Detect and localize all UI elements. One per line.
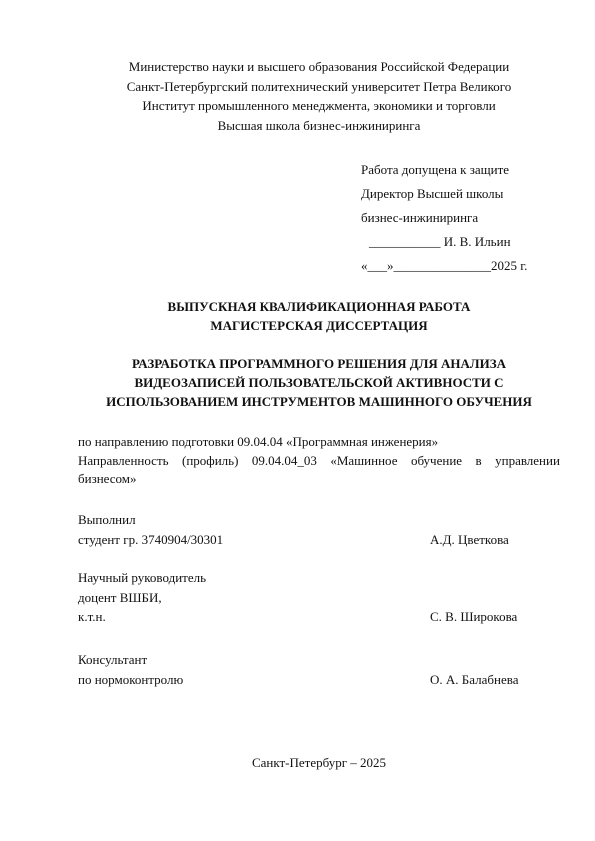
work-type-block bbox=[0, 297, 595, 335]
topic-line-3: ИСПОЛЬЗОВАНИЕМ ИНСТРУМЕНТОВ МАШИННОГО ОБУЧЕНИЯ bbox=[106, 394, 532, 409]
profile-word: Направленность bbox=[78, 452, 169, 468]
profile-word: обучение bbox=[410, 452, 463, 468]
approval-director: Директор Высшей школы bbox=[361, 186, 504, 201]
author-row bbox=[78, 530, 548, 550]
consultant-row bbox=[78, 670, 548, 690]
profile-word: в bbox=[475, 452, 482, 468]
author-role-label: Выполнил bbox=[78, 512, 136, 527]
supervisor-row bbox=[78, 607, 548, 627]
author-role bbox=[78, 510, 548, 530]
organization-header bbox=[0, 57, 595, 135]
study-direction bbox=[78, 433, 560, 489]
author-position: студент гр. 3740904/30301 bbox=[78, 531, 224, 547]
consultant-role bbox=[78, 650, 548, 670]
approval-admitted: Работа допущена к защите bbox=[361, 162, 510, 177]
profile-line-end: бизнесом» bbox=[78, 471, 137, 486]
consultant-block bbox=[78, 650, 548, 689]
approval-block bbox=[361, 158, 581, 278]
city-year: Санкт-Петербург – 2025 bbox=[251, 755, 387, 770]
profile-word: (профиль) bbox=[182, 452, 239, 468]
consultant-name: О. А. Балабнева bbox=[430, 671, 519, 687]
profile-word: управлении bbox=[495, 452, 560, 468]
institute-line: Институт промышленного менеджмента, экономики и торговли bbox=[142, 98, 496, 113]
approval-signature: ___________ И. В. Ильин bbox=[369, 234, 511, 249]
supervisor-position: доцент ВШБИ, bbox=[78, 589, 162, 605]
supervisor-name: С. В. Широкова bbox=[430, 609, 518, 624]
profile-line bbox=[78, 452, 560, 471]
thesis-titles bbox=[0, 297, 595, 411]
author-name: А.Д. Цветкова bbox=[430, 531, 509, 547]
school-line: Высшая школа бизнес-инжиниринга bbox=[217, 117, 421, 133]
supervisor-role bbox=[78, 568, 548, 588]
supervisor-position-row bbox=[78, 588, 548, 608]
approval-date: «___»_______________2025 г. bbox=[361, 258, 528, 273]
work-type-line-1: ВЫПУСКНАЯ КВАЛИФИКАЦИОННАЯ РАБОТА bbox=[167, 299, 471, 314]
approval-school: бизнес-инжиниринга bbox=[361, 210, 479, 225]
supervisor-degree: к.т.н. bbox=[78, 609, 106, 624]
consultant-position: по нормоконтролю bbox=[78, 671, 184, 687]
direction-line: по направлению подготовки 09.04.04 «Программная инженерия» bbox=[78, 434, 439, 449]
profile-word: «Машинное bbox=[330, 452, 398, 468]
work-type-line-2: МАГИСТЕРСКАЯ ДИССЕРТАЦИЯ bbox=[210, 318, 428, 333]
supervisor-block bbox=[78, 568, 548, 627]
thesis-topic bbox=[0, 354, 595, 411]
supervisor-role-label: Научный руководитель bbox=[78, 570, 207, 585]
consultant-role-label: Консультант bbox=[78, 652, 148, 667]
topic-line-2: ВИДЕОЗАПИСЕЙ ПОЛЬЗОВАТЕЛЬСКОЙ АКТИВНОСТИ С bbox=[134, 375, 504, 390]
ministry-line: Министерство науки и высшего образования Российской Федерации bbox=[128, 59, 510, 74]
topic-line-1: РАЗРАБОТКА ПРОГРАММНОГО РЕШЕНИЯ ДЛЯ АНАЛИЗА bbox=[132, 356, 506, 371]
profile-word: 09.04.04_03 bbox=[251, 452, 317, 468]
university-line: Санкт-Петербургский политехнический университет Петра Великого bbox=[126, 78, 512, 94]
author-block bbox=[78, 510, 548, 549]
